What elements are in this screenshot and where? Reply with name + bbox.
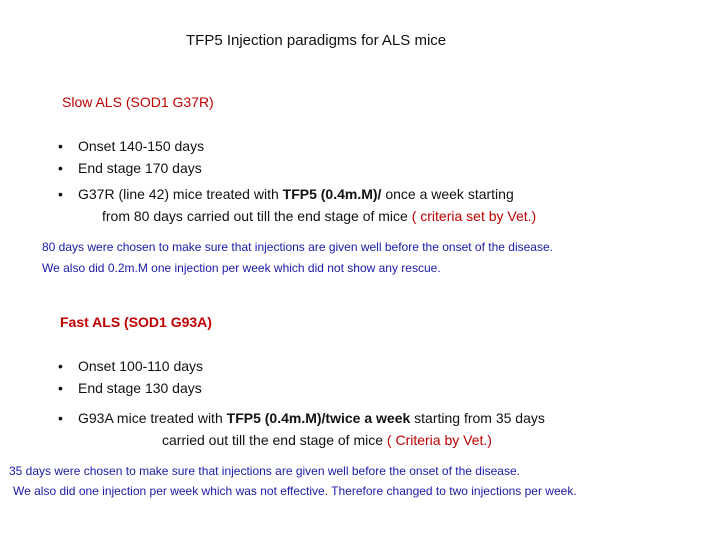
slow-bullet-endstage	[58, 160, 202, 176]
slow-note-1: 80 days were chosen to make sure that injections are given well before the onset of the disease.	[42, 240, 553, 254]
slow-treatment-post: once a week starting	[381, 186, 514, 202]
slow-note-2: We also did 0.2m.M one injection per week which did not show any rescue.	[42, 261, 441, 275]
bullet-dot: •	[58, 410, 63, 426]
fast-treatment-continuation	[162, 432, 492, 448]
slow-treatment-pre: G37R (line 42) mice treated with	[78, 186, 283, 202]
fast-criteria-text: ( Criteria by Vet.)	[383, 432, 492, 448]
bullet-dot: •	[58, 380, 63, 396]
fast-onset-text: Onset 100-110 days	[78, 358, 204, 374]
slow-bullet-treatment	[58, 186, 514, 202]
bullet-dot: •	[58, 358, 63, 374]
slow-als-heading: Slow ALS (SOD1 G37R)	[62, 94, 214, 110]
fast-treatment-cont-text: carried out till the end stage of mice	[162, 432, 384, 448]
slow-treatment-dose: TFP5 (0.4m.M)/	[282, 186, 382, 202]
bullet-dot: •	[58, 160, 63, 176]
slow-endstage-text: End stage 170 days	[78, 160, 202, 176]
slow-criteria-text: ( criteria set by Vet.)	[407, 208, 537, 224]
fast-treatment-post: starting from 35 days	[410, 410, 545, 426]
fast-bullet-endstage	[58, 380, 202, 396]
fast-endstage-text: End stage 130 days	[78, 380, 202, 396]
slow-onset-text: Onset 140-150 days	[78, 138, 205, 154]
fast-bullet-onset	[58, 358, 203, 374]
fast-note-1: 35 days were chosen to make sure that injections are given well before the onset of the disease.	[9, 464, 520, 478]
slow-treatment-cont-text: from 80 days carried out till the end stage of mice	[102, 208, 408, 224]
bullet-dot: •	[58, 138, 63, 154]
slow-treatment-continuation	[102, 208, 536, 224]
fast-als-heading: Fast ALS (SOD1 G93A)	[60, 314, 212, 330]
slow-bullet-onset	[58, 138, 204, 154]
bullet-dot: •	[58, 186, 63, 202]
page-title: TFP5 Injection paradigms for ALS mice	[186, 32, 447, 49]
fast-note-2: We also did one injection per week which was not effective. Therefore changed to two injections per week.	[13, 484, 577, 498]
fast-treatment-dose: TFP5 (0.4m.M)/twice a week	[226, 410, 411, 426]
fast-bullet-treatment	[58, 410, 545, 426]
fast-treatment-pre: G93A mice treated with	[78, 410, 227, 426]
